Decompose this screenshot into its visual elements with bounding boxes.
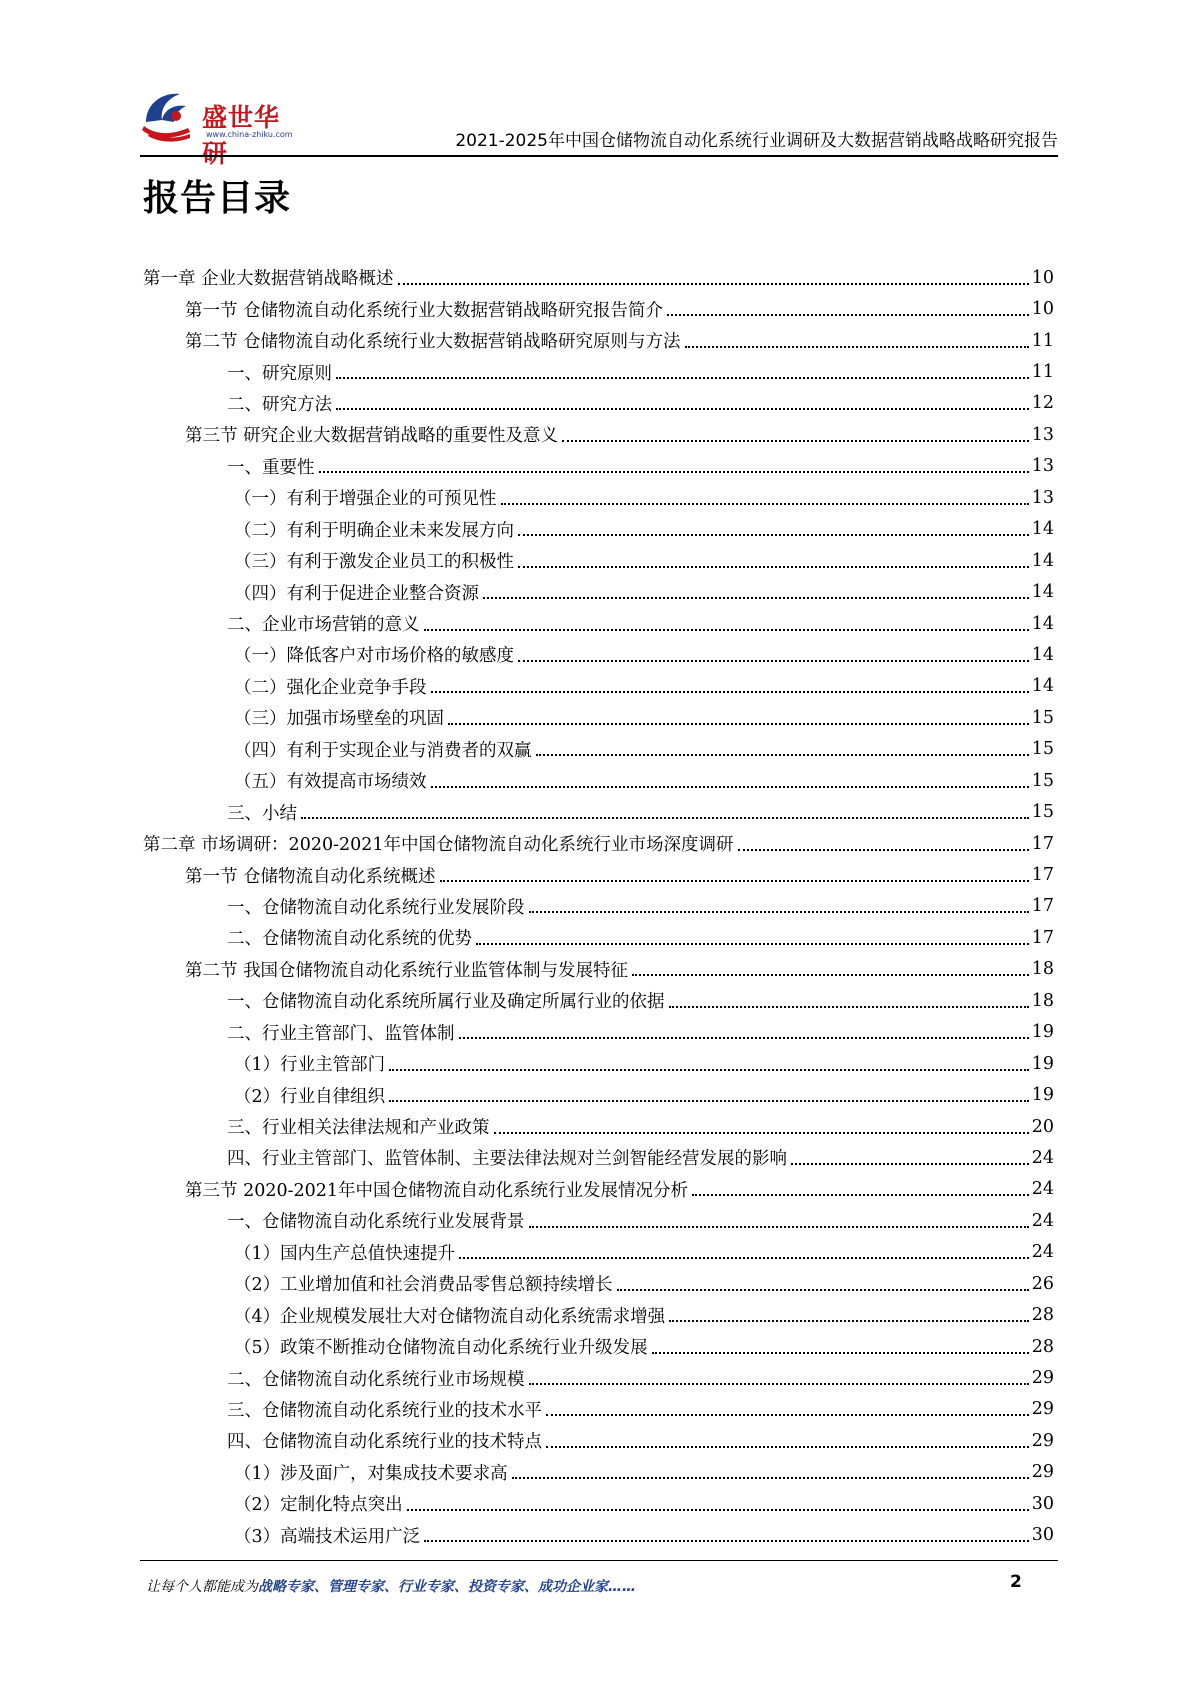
toc-leader-dots [494,1132,1029,1134]
toc-entry-page: 29 [1031,1462,1054,1483]
toc-entry-title: 二、仓储物流自动化系统的优势 [227,929,472,950]
toc-entry-page: 18 [1031,990,1054,1011]
toc-entry[interactable] [143,734,1054,765]
toc-entry-title: 四、行业主管部门、监管体制、主要法律法规对兰剑智能经营发展的影响 [227,1149,787,1170]
footer-slogan-emphasis: 战略专家、管理专家、行业专家、投资专家、成功企业家…… [258,1579,636,1595]
toc-entry[interactable] [143,451,1054,482]
toc-entry-page: 28 [1031,1305,1054,1326]
brand-url: www.china-zhiku.com [206,130,293,139]
toc-entry-title: 第一节 仓储物流自动化系统行业大数据营销战略研究报告简介 [185,300,664,321]
toc-leader-dots [632,974,1029,976]
toc-entry[interactable] [143,859,1054,890]
toc-entry-page: 19 [1031,1085,1054,1106]
toc-entry-title: （二）强化企业竞争手段 [234,677,427,698]
toc-entry-title: 一、研究原则 [227,363,332,384]
toc-entry[interactable] [143,671,1054,702]
toc-leader-dots [483,597,1029,599]
toc-entry-page: 11 [1031,330,1054,351]
toc-leader-dots [546,1414,1029,1416]
toc-entry-title: 二、行业主管部门、监管体制 [227,1023,455,1044]
toc-leader-dots [738,849,1029,851]
toc-leader-dots [448,723,1029,725]
toc-entry-title: （2）行业自律组织 [234,1086,386,1107]
toc-leader-dots [431,786,1029,788]
toc-entry-title: 第一节 仓储物流自动化系统概述 [185,866,436,887]
toc-leader-dots [424,1540,1029,1542]
toc-entry[interactable] [143,482,1054,513]
toc-entry-title: 一、仓储物流自动化系统行业发展背景 [227,1212,525,1233]
footer-slogan-prefix: 让每个人都能成为 [146,1579,258,1595]
toc-entry-title: （3）高端技术运用广泛 [234,1526,421,1547]
toc-entry-title: （二）有利于明确企业未来发展方向 [234,520,514,541]
toc-entry-title: 一、仓储物流自动化系统行业发展阶段 [227,897,525,918]
toc-entry[interactable] [143,796,1054,827]
toc-entry-title: （1）涉及面广，对集成技术要求高 [234,1463,508,1484]
page-number: 2 [1010,1572,1022,1592]
toc-entry[interactable] [143,1048,1054,1079]
toc-entry-page: 30 [1031,1525,1054,1546]
toc-entry-title: （三）有利于激发企业员工的积极性 [234,552,514,573]
toc-entry-page: 14 [1031,519,1054,540]
toc-entry-title: 第三节 研究企业大数据营销战略的重要性及意义 [185,426,559,447]
toc-entry-page: 30 [1031,1493,1054,1514]
toc-entry-title: 三、行业相关法律法规和产业政策 [227,1118,490,1139]
toc-entry-page: 15 [1031,770,1054,791]
toc-leader-dots [562,440,1029,442]
toc-entry-page: 15 [1031,802,1054,823]
toc-entry[interactable] [143,1205,1054,1236]
toc-entry-page: 17 [1031,865,1054,886]
toc-entry-title: （三）加强市场壁垒的巩固 [234,709,444,730]
toc-entry-title: 四、仓储物流自动化系统行业的技术特点 [227,1432,542,1453]
toc-entry[interactable] [143,1237,1054,1268]
toc-entry-page: 20 [1031,1116,1054,1137]
toc-entry[interactable] [143,1457,1054,1488]
toc-leader-dots [685,346,1029,348]
toc-entry[interactable] [143,828,1054,859]
toc-entry[interactable] [143,325,1054,356]
toc-entry[interactable] [143,985,1054,1016]
toc-entry-page: 15 [1031,739,1054,760]
toc-leader-dots [652,1352,1029,1354]
toc-entry-title: 二、企业市场营销的意义 [227,615,420,636]
toc-leader-dots [301,817,1029,819]
toc-entry-title: （1）国内生产总值快速提升 [234,1243,456,1264]
toc-leader-dots [529,911,1029,913]
toc-entry-page: 13 [1031,487,1054,508]
toc-entry[interactable] [143,1488,1054,1519]
toc-entry[interactable] [143,922,1054,953]
toc-leader-dots [536,754,1029,756]
toc-entry-title: 第二节 仓储物流自动化系统行业大数据营销战略研究原则与方法 [185,332,681,353]
toc-leader-dots [669,1320,1029,1322]
toc-entry-page: 19 [1031,1022,1054,1043]
toc-entry-title: 一、重要性 [227,457,315,478]
toc-leader-dots [546,1446,1029,1448]
toc-entry-page: 24 [1031,1242,1054,1263]
toc-leader-dots [667,314,1029,316]
toc-entry-page: 17 [1031,927,1054,948]
toc-entry-page: 10 [1031,299,1054,320]
toc-leader-dots [440,880,1029,882]
toc-entry-title: （2）定制化特点突出 [234,1495,403,1516]
toc-entry-page: 19 [1031,1053,1054,1074]
toc-entry[interactable] [143,356,1054,387]
toc-entry-page: 17 [1031,833,1054,854]
toc-entry-title: （4）企业规模发展壮大对仓储物流自动化系统需求增强 [234,1306,666,1327]
toc-entry-page: 10 [1031,267,1054,288]
page-title: 报告目录 [143,178,292,219]
toc-leader-dots [692,1194,1029,1196]
toc-entry[interactable] [143,419,1054,450]
toc-leader-dots [319,471,1029,473]
brand-logo [140,84,300,168]
toc-entry[interactable] [143,608,1054,639]
toc-entry[interactable] [143,293,1054,324]
toc-entry-title: 第二章 市场调研：2020-2021年中国仓储物流自动化系统行业市场深度调研 [143,835,734,856]
toc-entry[interactable] [143,891,1054,922]
toc-entry[interactable] [143,1299,1054,1330]
toc-leader-dots [512,1477,1029,1479]
toc-leader-dots [617,1289,1029,1291]
toc-entry-title: （一）有利于增强企业的可预见性 [234,489,497,510]
header-divider [140,155,1058,157]
toc-entry-title: （一）降低客户对市场价格的敏感度 [234,646,514,667]
toc-leader-dots [518,534,1029,536]
toc-leader-dots [518,566,1029,568]
toc-entry-page: 14 [1031,676,1054,697]
toc-entry-page: 18 [1031,959,1054,980]
toc-entry-title: （1）行业主管部门 [234,1055,386,1076]
toc-entry[interactable] [143,514,1054,545]
toc-entry-title: （5）政策不断推动仓储物流自动化系统行业升级发展 [234,1338,648,1359]
report-title: 2021-2025年中国仓储物流自动化系统行业调研及大数据营销战略战略研究报告 [455,131,1058,151]
toc-entry-page: 24 [1031,1210,1054,1231]
brand-name: 盛世华研 [202,103,281,168]
brand-logo-icon [140,88,202,144]
toc-entry-title: 第一章 企业大数据营销战略概述 [143,269,394,290]
toc-leader-dots [529,1226,1029,1228]
toc-entry-title: （四）有利于实现企业与消费者的双赢 [234,740,532,761]
toc-leader-dots [407,1509,1029,1511]
toc-entry-title: 三、仓储物流自动化系统行业的技术水平 [227,1400,542,1421]
toc-entry[interactable] [143,639,1054,670]
toc-entry[interactable] [143,388,1054,419]
toc-entry[interactable] [143,1017,1054,1048]
toc-leader-dots [459,1037,1029,1039]
toc-entry-title: 第三节 2020-2021年中国仓储物流自动化系统行业发展情况分析 [185,1180,689,1201]
toc-entry[interactable] [143,545,1054,576]
table-of-contents [143,262,1054,1551]
toc-entry-page: 12 [1031,393,1054,414]
toc-entry-title: （四）有利于促进企业整合资源 [234,583,479,604]
toc-leader-dots [476,943,1029,945]
toc-entry-page: 11 [1031,362,1054,383]
toc-entry-title: （2）工业增加值和社会消费品零售总额持续增长 [234,1275,613,1296]
toc-entry[interactable] [143,702,1054,733]
toc-entry[interactable] [143,1362,1054,1393]
toc-entry-title: 一、仓储物流自动化系统所属行业及确定所属行业的依据 [227,992,665,1013]
footer-slogan [146,1576,636,1596]
toc-leader-dots [336,408,1029,410]
toc-leader-dots [669,1006,1029,1008]
toc-entry-title: 第二节 我国仓储物流自动化系统行业监管体制与发展特征 [185,960,629,981]
toc-entry[interactable] [143,954,1054,985]
toc-leader-dots [459,1257,1029,1259]
toc-entry-page: 29 [1031,1399,1054,1420]
toc-entry-page: 29 [1031,1368,1054,1389]
toc-entry[interactable] [143,1174,1054,1205]
toc-entry-title: 二、仓储物流自动化系统行业市场规模 [227,1369,525,1390]
toc-entry[interactable] [143,1142,1054,1173]
toc-entry[interactable] [143,262,1054,293]
toc-entry-page: 17 [1031,896,1054,917]
toc-entry-page: 13 [1031,424,1054,445]
toc-leader-dots [529,1383,1029,1385]
toc-leader-dots [431,691,1029,693]
toc-leader-dots [336,377,1029,379]
toc-entry[interactable] [143,1079,1054,1110]
toc-leader-dots [791,1163,1029,1165]
toc-entry-page: 29 [1031,1430,1054,1451]
toc-leader-dots [518,660,1029,662]
toc-entry-page: 14 [1031,613,1054,634]
toc-entry-page: 13 [1031,456,1054,477]
toc-entry-title: 三、小结 [227,803,297,824]
toc-entry-page: 15 [1031,707,1054,728]
toc-entry-title: 二、研究方法 [227,394,332,415]
toc-entry[interactable] [143,1331,1054,1362]
toc-entry-page: 28 [1031,1336,1054,1357]
toc-entry-page: 14 [1031,550,1054,571]
toc-entry[interactable] [143,1111,1054,1142]
page-header [140,84,1058,168]
toc-leader-dots [501,503,1029,505]
toc-entry-page: 24 [1031,1179,1054,1200]
toc-entry[interactable] [143,1520,1054,1551]
toc-entry-page: 26 [1031,1273,1054,1294]
toc-entry[interactable] [143,765,1054,796]
toc-entry-page: 14 [1031,644,1054,665]
toc-entry-page: 24 [1031,1147,1054,1168]
footer-divider [140,1560,1058,1561]
toc-entry-title: （五）有效提高市场绩效 [234,772,427,793]
toc-leader-dots [389,1069,1029,1071]
toc-leader-dots [398,283,1029,285]
toc-entry[interactable] [143,1425,1054,1456]
toc-entry-page: 14 [1031,582,1054,603]
toc-leader-dots [424,629,1029,631]
toc-entry[interactable] [143,576,1054,607]
toc-entry[interactable] [143,1394,1054,1425]
toc-leader-dots [389,1100,1029,1102]
toc-entry[interactable] [143,1268,1054,1299]
